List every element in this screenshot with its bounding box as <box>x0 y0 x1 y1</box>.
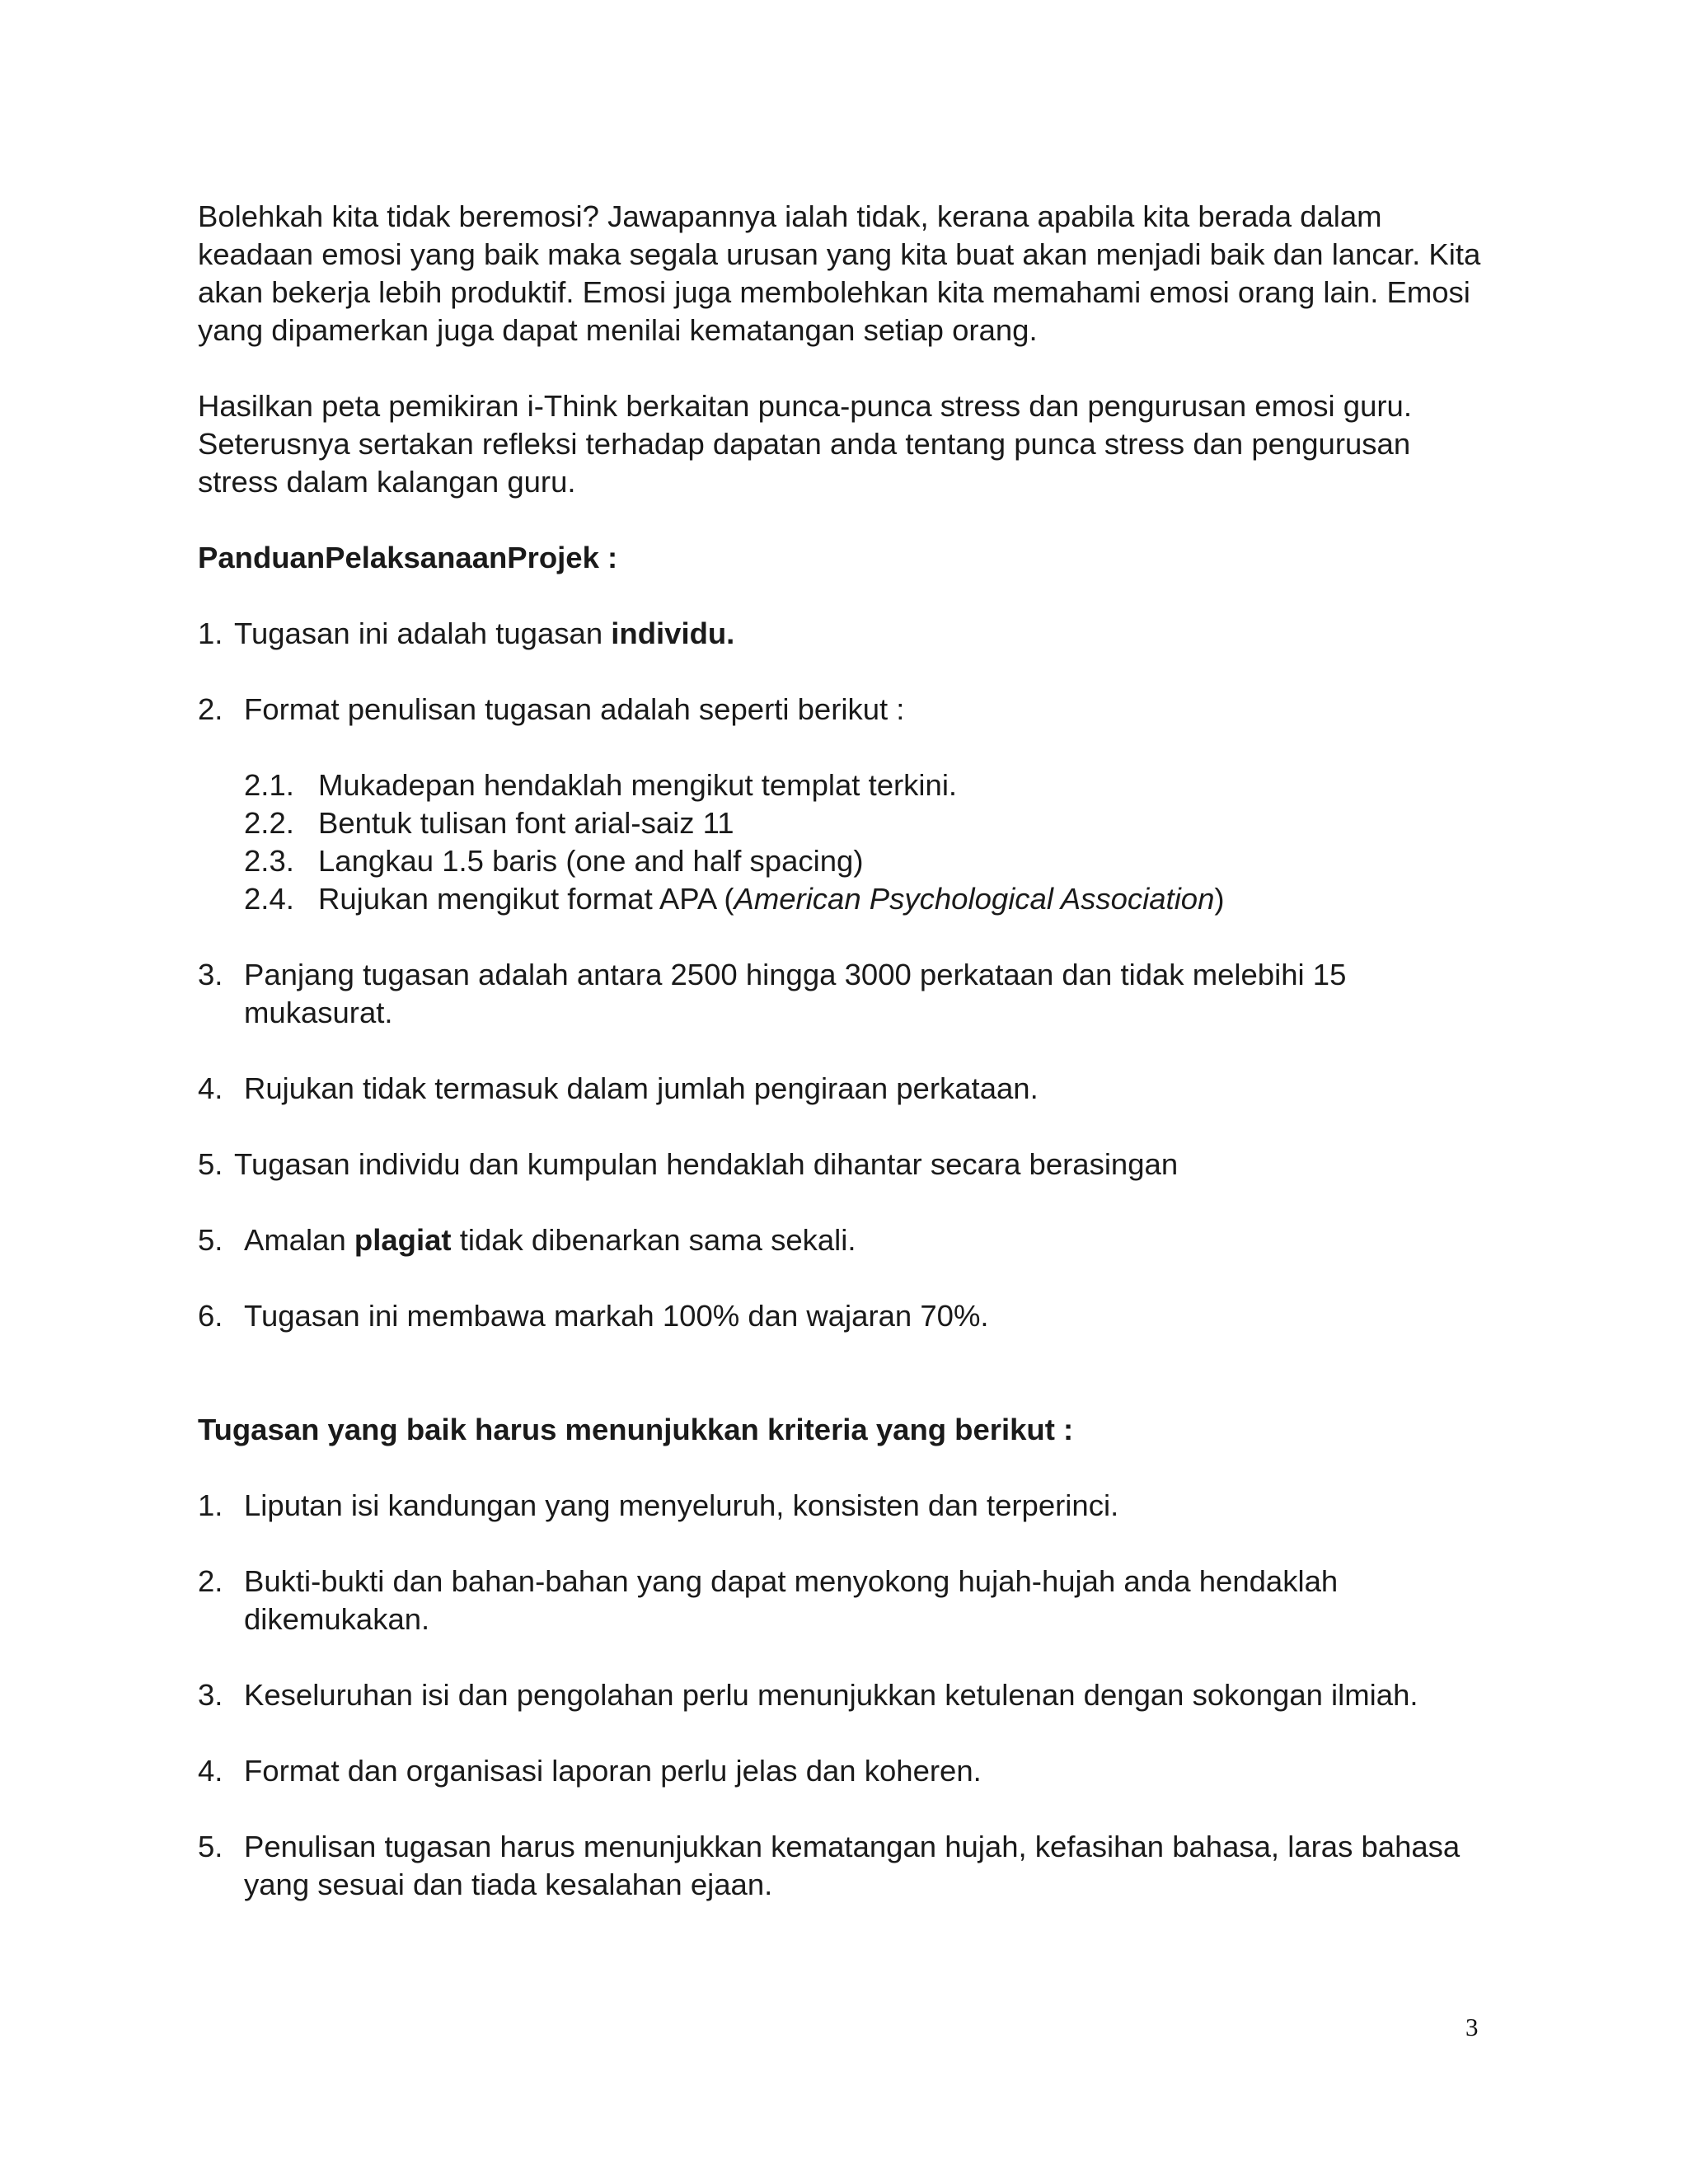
emphasis-text: individu. <box>611 616 735 650</box>
list-text: Format penulisan tugasan adalah seperti berikut : <box>244 692 905 726</box>
list-text: Format dan organisasi laporan perlu jelas dan koheren. <box>244 1754 982 1788</box>
emphasis-text: plagiat <box>354 1223 452 1257</box>
list-number: 5. <box>198 1830 223 1863</box>
sublist-text: Bentuk tulisan font arial-saiz 11 <box>318 806 734 840</box>
list-text: Tugasan individu dan kumpulan hendaklah dihantar secara berasingan <box>234 1147 1179 1181</box>
list-number: 4. <box>198 1754 223 1788</box>
sublist-number: 2.3. <box>244 844 294 878</box>
list-text: Amalan plagiat tidak dibenarkan sama sekali. <box>244 1223 856 1257</box>
list-text: Tugasan ini membawa markah 100% dan wajaran 70%. <box>244 1299 989 1333</box>
guide-item-1 <box>198 615 1492 653</box>
document-page <box>198 198 1492 1942</box>
format-sublist <box>244 766 1492 918</box>
guide-item-3 <box>198 956 1492 1032</box>
criteria-item-2 <box>198 1563 1492 1638</box>
list-number: 4. <box>198 1071 223 1105</box>
criteria-item-1 <box>198 1487 1492 1525</box>
criteria-item-4 <box>198 1752 1492 1790</box>
intro-paragraph-1: Bolehkah kita tidak beremosi? Jawapannya ialah tidak, kerana apabila kita berada dalam keadaan emosi yang baik maka segala urusan yang kita buat akan menjadi baik dan lancar. Kita akan bekerja lebih produktif. Emosi juga membolehkan kita memahami emosi orang lain. Emosi yang dipamerkan juga dapat menilai kematangan setiap orang. <box>198 199 1481 347</box>
list-text: Keseluruhan isi dan pengolahan perlu menunjukkan ketulenan dengan sokongan ilmiah. <box>244 1678 1418 1712</box>
sublist-item <box>244 842 1492 880</box>
list-text: Penulisan tugasan harus menunjukkan kematangan hujah, kefasihan bahasa, laras bahasa yang sesuai dan tiada kesalahan ejaan. <box>244 1830 1461 1901</box>
list-text: Liputan isi kandungan yang menyeluruh, konsisten dan terperinci. <box>244 1488 1119 1522</box>
guide-item-6 <box>198 1297 1492 1335</box>
sublist-text: Rujukan mengikut format APA (American Psychological Association) <box>318 882 1225 916</box>
list-number: 1. <box>198 1488 223 1522</box>
sublist-number: 2.2. <box>244 806 294 840</box>
sublist-item <box>244 880 1492 918</box>
list-text: Tugasan ini adalah tugasan individu. <box>234 616 735 650</box>
list-number: 5. <box>198 1223 223 1257</box>
list-number: 2. <box>198 692 223 726</box>
guide-item-2 <box>198 691 1492 729</box>
list-number: 2. <box>198 1564 223 1598</box>
list-number: 6. <box>198 1299 223 1333</box>
sublist-item <box>244 804 1492 842</box>
sublist-item <box>244 766 1492 804</box>
list-number: 1. <box>198 616 223 650</box>
sublist-text: Mukadepan hendaklah mengikut templat terkini. <box>318 768 958 802</box>
guide-heading: PanduanPelaksanaanProjek : <box>198 541 618 574</box>
sublist-text: Langkau 1.5 baris (one and half spacing) <box>318 844 864 878</box>
list-text: Panjang tugasan adalah antara 2500 hingga 3000 perkataan dan tidak melebihi 15 mukasurat. <box>244 958 1347 1029</box>
intro-paragraph-2: Hasilkan peta pemikiran i-Think berkaitan punca-punca stress dan pengurusan emosi guru. Seterusnya sertakan refleksi terhadap dapatan anda tentang punca stress dan pengurusan stress dalam kalangan guru. <box>198 389 1412 499</box>
list-number: 3. <box>198 958 223 991</box>
list-text: Bukti-bukti dan bahan-bahan yang dapat menyokong hujah-hujah anda hendaklah dikemukakan. <box>244 1564 1339 1636</box>
guide-item-5b <box>198 1221 1492 1259</box>
guide-item-5a <box>198 1146 1492 1183</box>
criteria-item-3 <box>198 1676 1492 1714</box>
guide-item-4 <box>198 1070 1492 1108</box>
italic-text: American Psychological Association <box>734 882 1215 916</box>
criteria-item-5 <box>198 1828 1492 1904</box>
list-text: Rujukan tidak termasuk dalam jumlah pengiraan perkataan. <box>244 1071 1039 1105</box>
list-number: 5. <box>198 1147 223 1181</box>
sublist-number: 2.1. <box>244 768 294 802</box>
spacer <box>198 1373 1492 1411</box>
page-number: 3 <box>1465 2013 1479 2041</box>
criteria-heading: Tugasan yang baik harus menunjukkan kriteria yang berikut : <box>198 1413 1074 1446</box>
list-number: 3. <box>198 1678 223 1712</box>
sublist-number: 2.4. <box>244 882 294 916</box>
